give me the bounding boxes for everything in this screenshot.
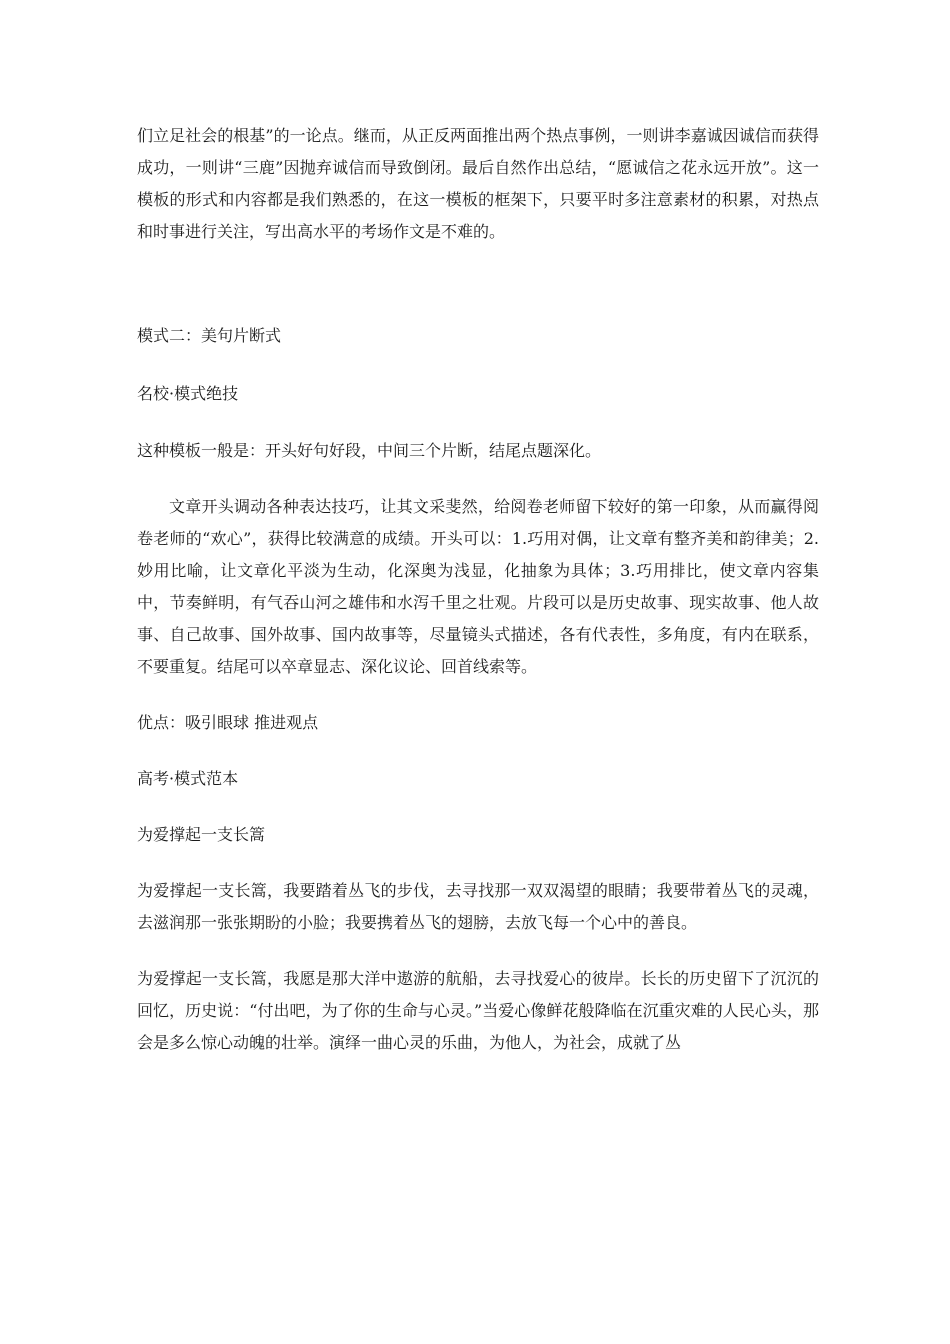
subheading-school-technique: 名校·模式绝技 xyxy=(137,384,239,403)
essay-paragraph: 为爱撑起一支长篙，我要踏着丛飞的步伐，去寻找那一双双渴望的眼睛；我要带着丛飞的灵魂，去滋润那一张张期盼的小脸；我要携着丛飞的翅膀，去放飞每一个心中的善良。 xyxy=(137,881,819,932)
paragraph-opening-techniques: 文章开头调动各种表达技巧，让其文采斐然，给阅卷老师留下较好的第一印象，从而赢得阅卷老师的“欢心”，获得比较满意的成绩。开头可以：1.巧用对偶，让文章有整齐美和韵律美；2.妙用比喻，让文章化平淡为生动，化深奥为浅显，化抽象为具体；3.巧用排比，使文章内容集中，节奏鲜明，有气吞山河之雄伟和水泻千里之壮观。片段可以是历史故事、现实故事、他人故事、自己故事、国外故事、国内故事等，尽量镜头式描述，各有代表性，多角度，有内在联系，不要重复。结尾可以卒章显志、深化议论、回首线索等。 xyxy=(137,497,819,676)
paragraph-summary: 们立足社会的根基”的一论点。继而，从正反两面推出两个热点事例，一则讲李嘉诚因诚信而获得成功，一则讲“三鹿”因抛弃诚信而导致倒闭。最后自然作出总结，“愿诚信之花永远开放”。这一模板的形式和内容都是我们熟悉的，在这一模板的框架下，只要平时多注意素材的积累，对热点和时事进行关注，写出高水平的考场作文是不难的。 xyxy=(137,126,819,241)
essay-title: 为爱撑起一支长篙 xyxy=(137,825,266,844)
subheading-model-essay: 高考·模式范本 xyxy=(137,769,239,788)
paragraph-advantages: 优点：吸引眼球 推进观点 xyxy=(137,713,319,732)
section-heading-mode-two: 模式二：美句片断式 xyxy=(137,326,282,345)
document-body xyxy=(137,120,819,1059)
essay-paragraph: 为爱撑起一支长篙，我愿是那大洋中遨游的航船，去寻找爱心的彼岸。长长的历史留下了沉沉的回忆，历史说：“付出吧，为了你的生命与心灵。”当爱心像鲜花般降临在沉重灾难的人民心头，那会是多么惊心动魄的壮举。演绎一曲心灵的乐曲，为他人，为社会，成就了丛 xyxy=(137,969,819,1052)
paragraph-template-structure: 这种模板一般是：开头好句好段，中间三个片断，结尾点题深化。 xyxy=(137,441,602,460)
